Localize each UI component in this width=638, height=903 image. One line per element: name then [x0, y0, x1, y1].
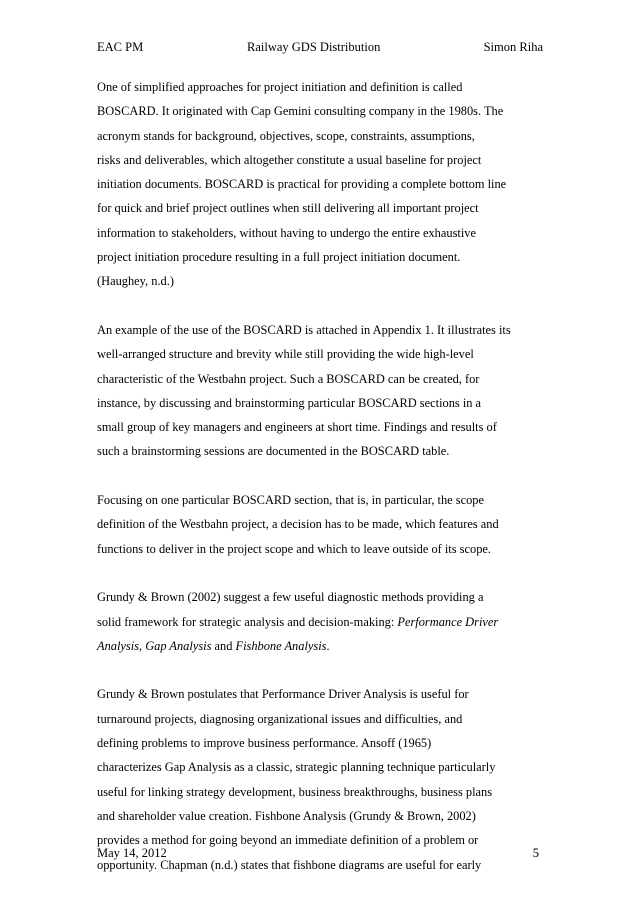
text-line: characteristic of the Westbahn project. Such a BOSCARD can be created, for: [97, 371, 480, 386]
text-line: characterizes Gap Analysis as a classic, strategic planning technique particularly: [97, 760, 496, 775]
paragraph-boscard-example: [97, 318, 545, 464]
text-line: risks and deliverables, which altogether constitute a usual baseline for project: [97, 152, 482, 167]
text-line: and shareholder value creation. Fishbone Analysis (Grundy & Brown, 2002): [97, 808, 476, 823]
method-performance-driver: Performance Driver: [397, 614, 499, 629]
text-run: solid framework for strategic analysis and decision-making:: [97, 614, 398, 629]
text-line: An example of the use of the BOSCARD is attached in Appendix 1. It illustrates its: [97, 322, 511, 337]
method-fishbone-analysis: Fishbone Analysis: [235, 638, 327, 653]
text-line: [97, 610, 545, 634]
text-line: definition of the Westbahn project, a decision has to be made, which features and: [97, 517, 499, 532]
text-run: .: [326, 638, 330, 653]
text-line: BOSCARD. It originated with Cap Gemini consulting company in the 1980s. The: [97, 104, 504, 119]
header-title: Railway GDS Distribution: [247, 40, 381, 54]
text-line: functions to deliver in the project scope and which to leave outside of its scope.: [97, 541, 491, 556]
document-body: [97, 75, 545, 877]
text-line: turnaround projects, diagnosing organizational issues and difficulties, and: [97, 711, 463, 726]
text-line: opportunity. Chapman (n.d.) states that fishbone diagrams are useful for early: [97, 857, 482, 872]
header-author: Simon Riha: [483, 40, 543, 54]
text-line: initiation documents. BOSCARD is practical for providing a complete bottom line: [97, 177, 507, 192]
text-line: well-arranged structure and brevity while still providing the wide high-level: [97, 347, 474, 362]
footer-date: May 14, 2012: [97, 846, 167, 860]
text-line: for quick and brief project outlines when still delivering all important project: [97, 201, 479, 216]
text-line: Grundy & Brown (2002) suggest a few useful diagnostic methods providing a: [97, 590, 484, 605]
text-line: [97, 634, 545, 658]
text-line: (Haughey, n.d.): [97, 274, 174, 289]
text-line: One of simplified approaches for project initiation and definition is called: [97, 80, 463, 94]
method-analysis-word: Analysis: [97, 638, 139, 653]
paragraph-scope-focus: [97, 488, 545, 561]
text-line: useful for linking strategy development, business breakthroughs, business plans: [97, 784, 493, 799]
text-line: instance, by discussing and brainstorming particular BOSCARD sections in a: [97, 395, 482, 410]
text-run: ,: [139, 638, 146, 653]
text-run: and: [211, 638, 236, 653]
text-line: Grundy & Brown postulates that Performance Driver Analysis is useful for: [97, 687, 469, 702]
header-course: EAC PM: [97, 40, 144, 54]
text-line: defining problems to improve business performance. Ansoff (1965): [97, 736, 432, 751]
method-gap-analysis: Gap Analysis: [145, 638, 212, 653]
page-header: [97, 38, 543, 56]
text-line: provides a method for going beyond an immediate definition of a problem or: [97, 833, 479, 848]
text-line: Focusing on one particular BOSCARD section, that is, in particular, the scope: [97, 493, 484, 508]
text-line: project initiation procedure resulting in a full project initiation document.: [97, 250, 461, 265]
page-footer: [97, 844, 543, 862]
text-line: information to stakeholders, without having to undergo the entire exhaustive: [97, 225, 476, 240]
text-line: small group of key managers and engineers at short time. Findings and results of: [97, 420, 497, 435]
paragraph-boscard-intro: [97, 75, 545, 294]
text-line: acronym stands for background, objectives, scope, constraints, assumptions,: [97, 128, 475, 143]
text-line: such a brainstorming sessions are documented in the BOSCARD table.: [97, 444, 450, 459]
paragraph-diagnostic-methods: [97, 585, 545, 658]
page-number: 5: [532, 846, 539, 860]
